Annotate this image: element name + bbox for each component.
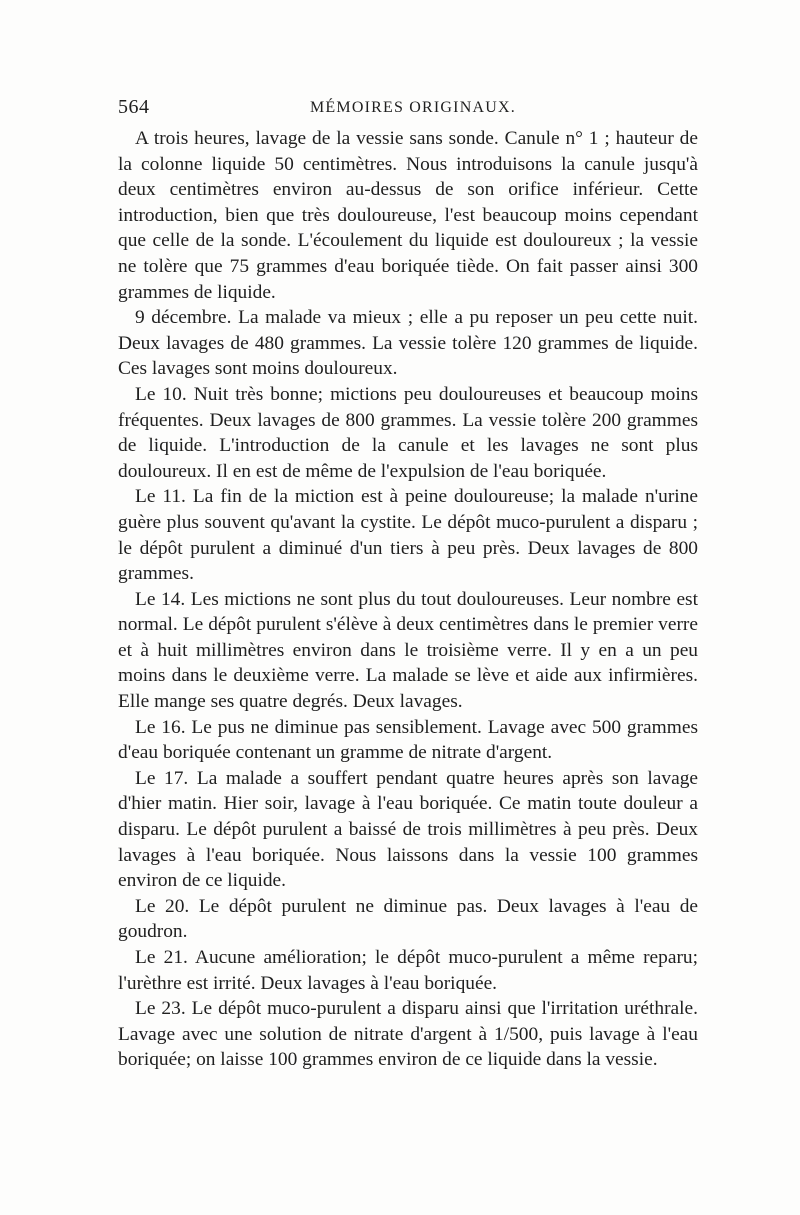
page-header bbox=[118, 96, 698, 126]
paragraph-le-17: Le 17. La malade a souffert pendant quatre heures après son lavage d'hier matin. Hier soir, lavage à l'eau boriquée. Ce matin toute douleur a disparu. Le dépôt purulent a baissé de trois millimètres à peu près. Deux lavages à l'eau boriquée. Nous laissons dans la vessie 100 grammes environ de ce liquide. bbox=[118, 767, 698, 892]
body-text bbox=[118, 126, 698, 1073]
page-number: 564 bbox=[118, 96, 150, 118]
running-head: MÉMOIRES ORIGINAUX. bbox=[310, 99, 516, 116]
paragraph-lavage-sans-sonde: A trois heures, lavage de la vessie sans sonde. Canule n° 1 ; hauteur de la colonne liquide 50 centimètres. Nous introduisons la canule jusqu'à deux centimètres environ au-dessus de son orifice inférieur. Cette introduction, bien que très douloureuse, l'est beaucoup moins cependant que celle de la sonde. L'écoulement du liquide est douloureux ; la vessie ne tolère que 75 grammes d'eau boriquée tiède. On fait passer ainsi 300 grammes de liquide. bbox=[118, 128, 698, 303]
paragraph-9-decembre: 9 décembre. La malade va mieux ; elle a pu reposer un peu cette nuit. Deux lavages de 480 grammes. La vessie tolère 120 grammes de liquide. Ces lavages sont moins douloureux. bbox=[118, 307, 698, 380]
paragraph-le-16: Le 16. Le pus ne diminue pas sensiblement. Lavage avec 500 grammes d'eau boriquée contenant un gramme de nitrate d'argent. bbox=[118, 716, 698, 764]
paragraph-le-10: Le 10. Nuit très bonne; mictions peu douloureuses et beaucoup moins fréquentes. Deux lavages de 800 grammes. La vessie tolère 200 grammes de liquide. L'introduction de la canule et les lavages ne sont plus douloureux. Il en est de même de l'expulsion de l'eau boriquée. bbox=[118, 383, 698, 482]
paragraph-le-23: Le 23. Le dépôt muco-purulent a disparu ainsi que l'irritation uréthrale. Lavage avec une solution de nitrate d'argent à 1/500, puis lavage à l'eau boriquée; on laisse 100 grammes environ de ce liquide dans la vessie. bbox=[118, 998, 698, 1071]
paragraph-le-20: Le 20. Le dépôt purulent ne diminue pas. Deux lavages à l'eau de goudron. bbox=[118, 895, 698, 943]
paragraph-le-14: Le 14. Les mictions ne sont plus du tout douloureuses. Leur nombre est normal. Le dépôt purulent s'élève à deux centimètres dans le premier verre et à huit millimètres environ dans le troisième verre. Il y en a un peu moins dans le deuxième verre. La malade se lève et aide aux infirmières. Elle mange ses quatre degrés. Deux lavages. bbox=[118, 588, 698, 713]
paragraph-le-11: Le 11. La fin de la miction est à peine douloureuse; la malade n'urine guère plus souvent qu'avant la cystite. Le dépôt muco-purulent a disparu ; le dépôt purulent a diminué d'un tiers à peu près. Deux lavages de 800 grammes. bbox=[118, 486, 698, 585]
paragraph-le-21: Le 21. Aucune amélioration; le dépôt muco-purulent a même reparu; l'urèthre est irrité. Deux lavages à l'eau boriquée. bbox=[118, 947, 698, 994]
